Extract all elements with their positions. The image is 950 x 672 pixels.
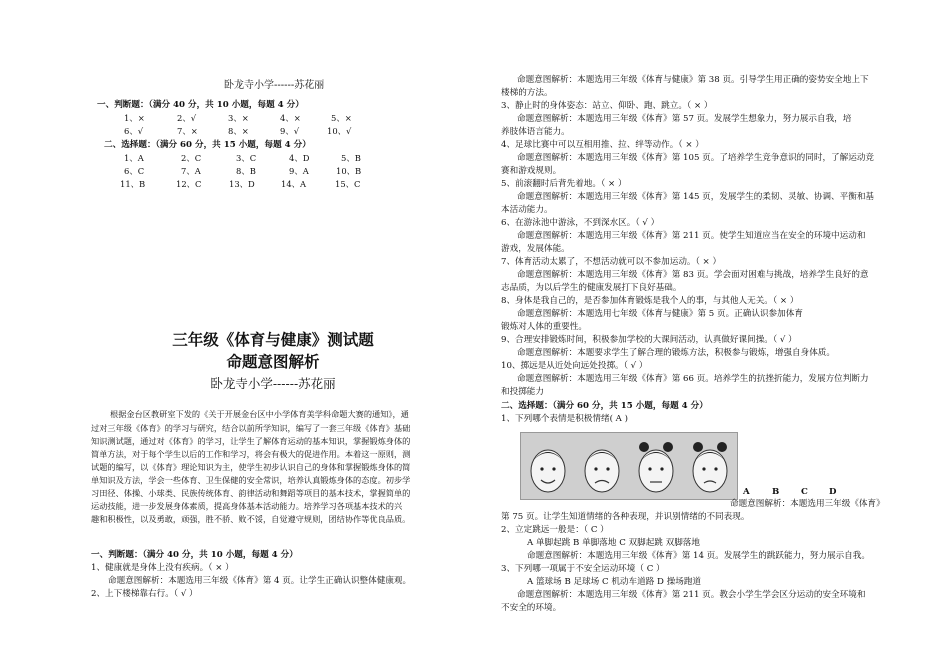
author-line: 卧龙寺小学------苏花丽 (210, 376, 336, 391)
face-label-d: D (829, 487, 837, 497)
section1-heading-repeat: 一、判断题：（满分 40 分，共 10 小题，每题 4 分） (91, 550, 298, 560)
mc-question-3-options: A 篮球场 B 足球场 C 机动车道路 D 操场跑道 (527, 577, 702, 587)
emotion-faces-image (520, 432, 738, 500)
note-line: 锻炼对人体的重要性。 (501, 322, 587, 332)
answer-item: 13、D (229, 179, 255, 189)
header-school: 卧龙寺小学------苏花丽 (224, 80, 325, 91)
note-line: 和投掷能力 (501, 387, 544, 397)
answer-item: 8、× (228, 126, 249, 136)
answer-item: 10、B (336, 166, 362, 176)
answer-item: 5、× (331, 113, 352, 123)
note-line: 命题意图解析：本题要求学生了解合理的锻炼方法，积极参与锻炼，增强自身体质。 (517, 348, 835, 358)
note-line: 赛和游戏规则。 (501, 166, 562, 176)
mc-question-3: 3、下列哪一项属于不安全运动环境（ C ） (501, 564, 665, 574)
note-line: 命题意图解析：本题选用三年级《体育》第 211 页。使学生知道应当在安全的环境中运动和 (517, 231, 866, 241)
mc-question-1-note-cont: 第 75 页。让学生知道情绪的各种表现，并识别情绪的不同表现。 (501, 512, 750, 522)
question-line: 7、体育活动太累了，不想活动就可以不参加运动。（ × ） (501, 257, 722, 267)
answer-item: 11、B (120, 179, 146, 189)
mc-question-2: 2、立定跳远一般是：（ C ） (501, 525, 609, 535)
section1-heading: 一、判断题：（满分 40 分，共 10 小题，每题 4 分） (97, 100, 304, 110)
intro-line: 习田径、体操、小球类、民族传统体育、韵律活动和舞蹈等项目的基本技术，掌握简单的 (91, 488, 411, 498)
mc-question-2-note: 命题意图解析：本题选用三年级《体育》第 14 页。发展学生的跳跃能力，努力展示自我。 (527, 551, 870, 561)
document-title: 三年级《体育与健康》测试题 (172, 330, 374, 349)
answer-item: 7、× (177, 126, 198, 136)
document-subtitle: 命题意图解析 (226, 352, 320, 371)
answer-item: 10、√ (327, 126, 352, 136)
intro-line: 根据金台区教研室下发的《关于开展金台区中小学体育美学科命题大赛的通知》，通 (110, 409, 409, 419)
note-line: 命题意图解析：本题选用三年级《体育》第 66 页。培养学生的抗挫折能力，发展方位判断力 (517, 374, 869, 384)
answer-item: 5、B (341, 153, 361, 163)
question-line: 3、静止时的身体姿态：站立、仰卧、跑、跳立。（ × ） (501, 101, 713, 111)
mc-question-2-options: A 单脚起跳 B 单脚落地 C 双脚起跳 双脚落地 (527, 538, 700, 548)
question-2: 2、上下楼梯靠右行。（ √ ） (91, 589, 198, 599)
mc-question-3-note-cont: 不安全的环境。 (501, 603, 562, 613)
note-line: 命题意图解析：本题选用三年级《体育》第 57 页。发展学生想象力，努力展示自我，培 (517, 114, 852, 124)
answer-item: 12、C (176, 179, 202, 189)
answer-item: 9、A (289, 166, 309, 176)
note-line: 命题意图解析：本题选用三年级《体育》第 145 页，发展学生的柔韧、灵敏、协调、平衡和基 (517, 192, 875, 202)
faces-illustration (521, 433, 737, 499)
mc-question-3-note: 命题意图解析：本题选用三年级《体育》第 211 页。教会小学生学会区分运动的安全环境和 (517, 590, 866, 600)
answer-item: 1、× (124, 113, 145, 123)
answer-item: 2、C (181, 153, 202, 163)
face-label-b: B (772, 487, 780, 497)
answer-item: 8、B (236, 166, 256, 176)
note-line: 命题意图解析：本题选用三年级《体育与健康》第 38 页。引导学生用正确的姿势安全地上下 (517, 75, 869, 85)
question-line: 4、足球比赛中可以互相用推、拉、绊等动作。（ × ） (501, 140, 704, 150)
answer-item: 1、A (124, 153, 144, 163)
note-line: 本活动能力。 (501, 205, 553, 215)
mc-question-1: 1、下列哪个表情是积极情绪( A ) (501, 414, 628, 424)
answer-item: 2、√ (177, 113, 197, 123)
intro-line: 运动技能，进一步发展身体素质，提高身体基本活动能力。培养学习各项基本技术的兴 (91, 501, 403, 511)
answer-item: 3、C (236, 153, 257, 163)
section2-heading: 二、选择题：（满分 60 分，共 15 小题，每题 4 分） (104, 140, 311, 150)
question-line: 8、身体是我自己的，是否参加体育锻炼是我个人的事，与其他人无关。（ × ） (501, 296, 799, 306)
note-line: 命题意图解析：本题选用三年级《体育》第 83 页。学会面对困难与挑战，培养学生良好的意 (517, 270, 869, 280)
answer-item: 3、× (228, 113, 249, 123)
intro-line: 单知识及方法，学会一些体育、卫生保健的安全常识，培养认真锻炼身体的态度。初步学 (91, 475, 411, 485)
intro-line: 过对三年级《体育》的学习与研究，结合以前所学知识，编写了一套三年级《体育》基础 (91, 423, 411, 433)
note-line: 楼梯的方法。 (501, 88, 553, 98)
face-label-a: A (743, 487, 750, 497)
answer-item: 7、A (181, 166, 201, 176)
answer-item: 6、C (124, 166, 145, 176)
face-label-c: C (801, 487, 808, 497)
answer-item: 4、D (289, 153, 310, 163)
intro-line: 简单方法，对于每个学生以后的工作和学习，将会有极大的促进作用。本着这一原则，测 (91, 449, 411, 459)
answer-item: 4、× (280, 113, 301, 123)
question-1: 1、健康就是身体上没有疾病。（ × ） (91, 563, 234, 573)
right-section2-heading: 二、选择题：（满分 60 分，共 15 小题，每题 4 分） (501, 401, 708, 411)
intro-line: 知识测试题，通过对《体育》的学习，让学生了解体育运动的基本知识，掌握锻炼身体的 (91, 436, 411, 446)
answer-item: 6、√ (124, 126, 144, 136)
note-line: 游戏，发展体能。 (501, 244, 570, 254)
intro-line: 试题的编写，以《体育》理论知识为主，使学生初步认识自己的身体和掌握锻炼身体的简 (91, 462, 411, 472)
note-line: 养肢体语言能力。 (501, 127, 570, 137)
note-line: 命题意图解析：本题选用七年级《体育与健康》第 5 页。正确认识参加体育 (517, 309, 803, 319)
question-line: 10、掷远是从近处向远处投掷。（ √ ） (501, 361, 648, 371)
note-line: 志品质，为以后学生的健康发展打下良好基础。 (501, 283, 682, 293)
answer-item: 9、√ (280, 126, 300, 136)
intro-line: 趣和积极性，以及勇敢，顽强，胜不骄、败不馁，自觉遵守规则，团结协作等优良品质。 (91, 514, 411, 524)
question-line: 5、前滚翻时后背先着地。（ × ） (501, 179, 627, 189)
question-1-note: 命题意图解析：本题选用三年级《体育》第 4 页。让学生正确认识整体健康观。 (108, 576, 412, 586)
question-line: 9、合理安排锻炼时间，积极参加学校的大课间活动，认真做好课间操。（ √ ） (501, 335, 797, 345)
mc-question-1-note: 命题意图解析：本题选用三年级《体育》 (730, 499, 885, 509)
question-line: 6、在游泳池中游泳，不到深水区。（ √ ） (501, 218, 660, 228)
answer-item: 15、C (335, 179, 361, 189)
answer-item: 14、A (281, 179, 307, 189)
note-line: 命题意图解析：本题选用三年级《体育》第 105 页。了培养学生竞争意识的同时，了解运动竞 (517, 153, 875, 163)
